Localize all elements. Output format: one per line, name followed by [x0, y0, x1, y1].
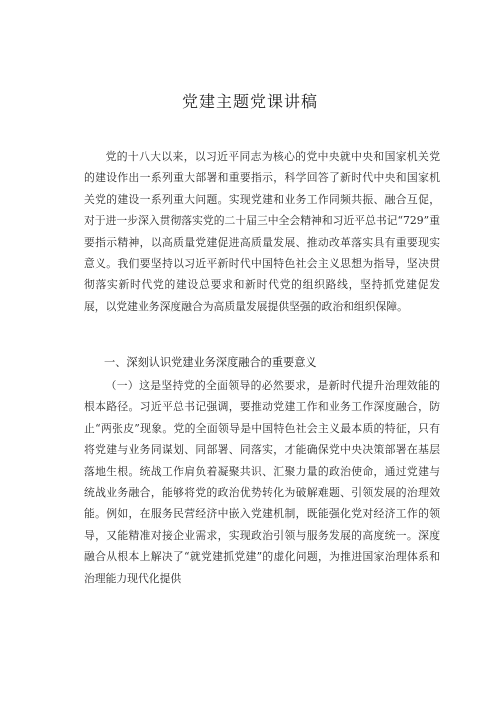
document-title: 党建主题党课讲稿 [181, 92, 318, 111]
section-paragraph: （一）这是坚持党的全面领导的必然要求，是新时代提升治理效能的根本路径。习近平总书记强调，要推动党建工作和业务工作深度融合，防止“两张皮”现象。党的全面领导是中国特色社会主义最本质的特征，只有将党建与业务同谋划、同部署、同落实，才能确保党中央决策部署在基层落地生根。统战工作肩负着凝聚共识、汇聚力量的政治使命，通过党建与统战业务融合，能够将党的政治优势转化为破解难题、引领发展的治理效能。例如，在服务民营经济中嵌入党建机制，既能强化党对经济工作的领导，又能精准对接企业需求，实现政治引领与服务发展的高度统一。深度融合从根本上解决了“就党建抓党建”的虚化问题，为推进国家治理体系和治理能力现代化提供 [84, 379, 440, 585]
intro-paragraph: 党的十八大以来，以习近平同志为核心的党中央就中央和国家机关党的建设作出一系列重大部署和重要指示，科学回答了新时代中央和国家机关党的建设一系列重大问题。实现党建和业务工作同频共振、融合互促，对于进一步深入贯彻落实党的二十届三中全会精神和习近平总书记“729”重要指示精神，以高质量党建促进高质量发展、推动改革落实具有重要现实意义。我们要坚持以习近平新时代中国特色社会主义思想为指导，坚决贯彻落实新时代党的建设总要求和新时代党的组织路线，坚持抓党建促发展，以党建业务深度融合为高质量发展提供坚强的政治和组织保障。 [84, 150, 440, 313]
section-heading: 一、深刻认识党建业务深度融合的重要意义 [104, 356, 317, 369]
